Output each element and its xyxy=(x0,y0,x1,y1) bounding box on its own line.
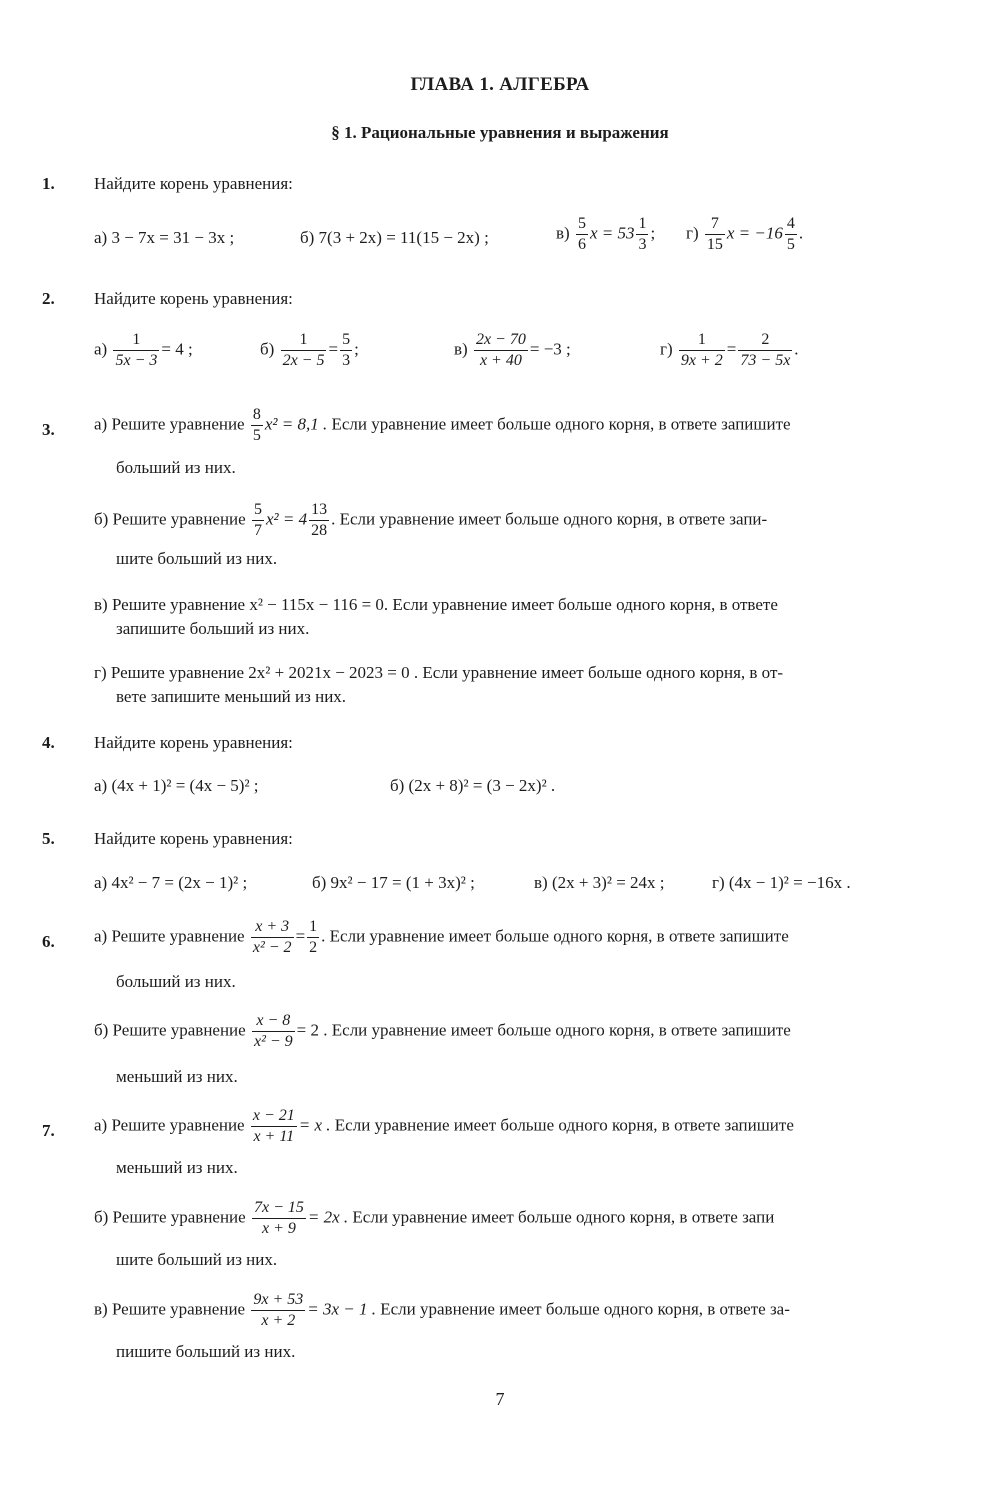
item-label: г) xyxy=(686,223,699,243)
page-number: 7 xyxy=(495,1389,505,1409)
instruction-text: . Если уравнение имеет больше одного корня, в ответе запи- xyxy=(331,509,768,529)
item-label: г) xyxy=(660,339,673,359)
expression: = 2x . xyxy=(307,1207,349,1227)
problem-6b-continued: меньший из них. xyxy=(116,1067,238,1086)
denominator: 3 xyxy=(342,352,351,369)
problem-3a xyxy=(94,405,791,446)
problem-7v xyxy=(94,1290,790,1331)
expression: x = 53 xyxy=(589,223,635,243)
denominator: 5x − 3 xyxy=(115,352,158,369)
problem-3g-continued: вете запишите меньший из них. xyxy=(116,687,347,706)
chapter-title: ГЛАВА 1. АЛГЕБРА xyxy=(410,74,590,95)
expression: = 4 ; xyxy=(161,339,193,359)
prompt-text: в) Решите уравнение xyxy=(94,1299,246,1319)
numerator: 5 xyxy=(253,501,262,518)
numerator: 1 xyxy=(132,331,141,348)
problem-7a xyxy=(94,1106,794,1147)
instruction-text: Если уравнение имеет больше одного корня, в ответе запишите xyxy=(334,1115,794,1135)
fraction xyxy=(309,500,329,541)
problem-number: 1. xyxy=(42,174,55,193)
equation-5a: а) 4x² − 7 = (2x − 1)² ; xyxy=(94,873,248,892)
instruction-text: . Если уравнение имеет больше одного корня, в ответе запишите xyxy=(321,926,789,946)
problem-number: 5. xyxy=(42,829,55,848)
denominator: 28 xyxy=(311,522,328,539)
prompt-text: б) Решите уравнение xyxy=(94,509,246,529)
problem-number: 6. xyxy=(42,932,55,951)
prompt-text: б) Решите уравнение xyxy=(94,1020,246,1040)
fraction xyxy=(251,1290,305,1331)
equation-2b xyxy=(260,330,359,371)
equation-1g xyxy=(686,214,803,255)
denominator: x + 11 xyxy=(251,1126,297,1147)
problem-number: 4. xyxy=(42,733,55,752)
fraction xyxy=(251,1106,297,1147)
numerator: 9x + 53 xyxy=(253,1291,304,1308)
problem-number: 3. xyxy=(42,420,55,439)
problem-3b xyxy=(94,500,767,541)
numerator: 1 xyxy=(309,918,318,935)
fraction xyxy=(474,330,528,371)
fraction xyxy=(738,330,792,371)
expression: x = −16 xyxy=(726,223,783,243)
punctuation: ; xyxy=(354,339,359,359)
instruction-text: . Если уравнение имеет больше одного корня, в ответе запишите xyxy=(323,1020,791,1040)
numerator: 1 xyxy=(638,215,647,232)
denominator: 6 xyxy=(577,236,586,253)
fraction xyxy=(636,214,648,255)
fraction xyxy=(281,330,327,371)
problem-3v: в) Решите уравнение x² − 115x − 116 = 0. Если уравнение имеет больше одного корня, в ответе xyxy=(94,595,778,614)
denominator: 5 xyxy=(786,236,795,253)
punctuation: ; xyxy=(650,223,656,243)
numerator: x + 3 xyxy=(255,918,290,935)
problem-3a-continued: больший из них. xyxy=(116,458,236,477)
numerator: 2x − 70 xyxy=(475,331,526,348)
equation-4b: б) (2x + 8)² = (3 − 2x)² . xyxy=(390,776,556,795)
equals-sign: = xyxy=(726,339,737,359)
denominator: 5 xyxy=(252,427,261,444)
expression: = 3x − 1 . xyxy=(307,1299,376,1319)
problem-3b-continued: шите больший из них. xyxy=(116,549,278,568)
denominator: x + 2 xyxy=(251,1310,305,1331)
denominator: 9x + 2 xyxy=(680,352,723,369)
problem-6b xyxy=(94,1011,791,1052)
expression: x² = 8,1 . xyxy=(264,414,328,434)
equation-2v xyxy=(454,330,571,371)
numerator: 5 xyxy=(577,215,586,232)
numerator: 8 xyxy=(252,406,261,423)
problem-instruction: Найдите корень уравнения: xyxy=(94,289,293,308)
item-label: б) xyxy=(260,339,275,359)
equation-5b: б) 9x² − 17 = (1 + 3x)² ; xyxy=(312,873,475,892)
numerator: 7x − 15 xyxy=(253,1199,304,1216)
denominator: 2x − 5 xyxy=(282,352,325,369)
numerator: 4 xyxy=(786,215,795,232)
equals-sign: = xyxy=(295,926,306,946)
problem-instruction: Найдите корень уравнения: xyxy=(94,733,293,752)
problem-6a xyxy=(94,917,789,958)
equation-1v xyxy=(556,214,655,255)
problem-6a-continued: больший из них. xyxy=(116,972,236,991)
denominator: 73 − 5x xyxy=(740,352,791,369)
denominator: 3 xyxy=(638,236,647,253)
equation-1b: б) 7(3 + 2x) = 11(15 − 2x) ; xyxy=(300,228,489,247)
fraction xyxy=(679,330,725,371)
denominator: 15 xyxy=(706,236,723,253)
denominator: x + 40 xyxy=(474,350,528,371)
equals-sign: = xyxy=(328,339,339,359)
denominator: 2 xyxy=(309,939,318,956)
punctuation: . xyxy=(794,339,799,359)
fraction xyxy=(252,1011,295,1052)
expression: = 2 xyxy=(296,1020,320,1040)
prompt-text: а) Решите уравнение xyxy=(94,1115,245,1135)
numerator: x − 21 xyxy=(252,1107,295,1124)
problem-instruction: Найдите корень уравнения: xyxy=(94,829,293,848)
section-title: § 1. Рациональные уравнения и выражения xyxy=(331,123,669,142)
numerator: 2 xyxy=(761,331,770,348)
problem-7a-continued: меньший из них. xyxy=(116,1158,238,1177)
fraction xyxy=(340,330,352,371)
denominator: 7 xyxy=(253,522,262,539)
instruction-text: Если уравнение имеет больше одного корня, в ответе за- xyxy=(380,1299,790,1319)
problem-7b xyxy=(94,1198,774,1239)
fraction xyxy=(307,917,319,958)
problem-3g: г) Решите уравнение 2x² + 2021x − 2023 = 0 . Если уравнение имеет больше одного корня, в от- xyxy=(94,663,784,682)
equation-5g: г) (4x − 1)² = −16x . xyxy=(712,873,851,892)
fraction xyxy=(576,214,588,255)
prompt-text: а) Решите уравнение xyxy=(94,926,245,946)
expression: = −3 ; xyxy=(529,339,571,359)
equation-1a: а) 3 − 7x = 31 − 3x ; xyxy=(94,228,235,247)
denominator: x² − 9 xyxy=(253,1033,293,1050)
item-label: а) xyxy=(94,339,108,359)
numerator: x − 8 xyxy=(256,1012,291,1029)
fraction xyxy=(251,405,263,446)
denominator: x + 9 xyxy=(252,1218,306,1239)
fraction xyxy=(113,330,159,371)
prompt-text: б) Решите уравнение xyxy=(94,1207,246,1227)
equation-4a: а) (4x + 1)² = (4x − 5)² ; xyxy=(94,776,259,795)
problem-number: 2. xyxy=(42,289,55,308)
numerator: 1 xyxy=(299,331,308,348)
fraction xyxy=(251,917,294,958)
instruction-text: Если уравнение имеет больше одного корня, в ответе запи xyxy=(352,1207,775,1227)
numerator: 1 xyxy=(697,331,706,348)
denominator: x² − 2 xyxy=(252,939,292,956)
numerator: 5 xyxy=(342,331,351,348)
equation-2g xyxy=(660,330,799,371)
problem-3v-continued: запишите больший из них. xyxy=(116,619,310,638)
numerator: 7 xyxy=(710,215,719,232)
numerator: 13 xyxy=(311,501,328,518)
problem-7v-continued: пишите больший из них. xyxy=(116,1342,296,1361)
instruction-text: Если уравнение имеет больше одного корня, в ответе запишите xyxy=(331,414,791,434)
fraction xyxy=(252,1198,306,1239)
fraction xyxy=(252,500,264,541)
item-label: в) xyxy=(454,339,468,359)
problem-instruction: Найдите корень уравнения: xyxy=(94,174,293,193)
item-label: в) xyxy=(556,223,570,243)
fraction xyxy=(705,214,725,255)
fraction xyxy=(785,214,797,255)
expression: x² = 4 xyxy=(265,509,308,529)
punctuation: . xyxy=(798,223,804,243)
equation-5v: в) (2x + 3)² = 24x ; xyxy=(534,873,665,892)
problem-number: 7. xyxy=(42,1121,55,1140)
problem-7b-continued: шите больший из них. xyxy=(116,1250,278,1269)
prompt-text: а) Решите уравнение xyxy=(94,414,245,434)
expression: = x . xyxy=(298,1115,331,1135)
equation-2a xyxy=(94,330,193,371)
